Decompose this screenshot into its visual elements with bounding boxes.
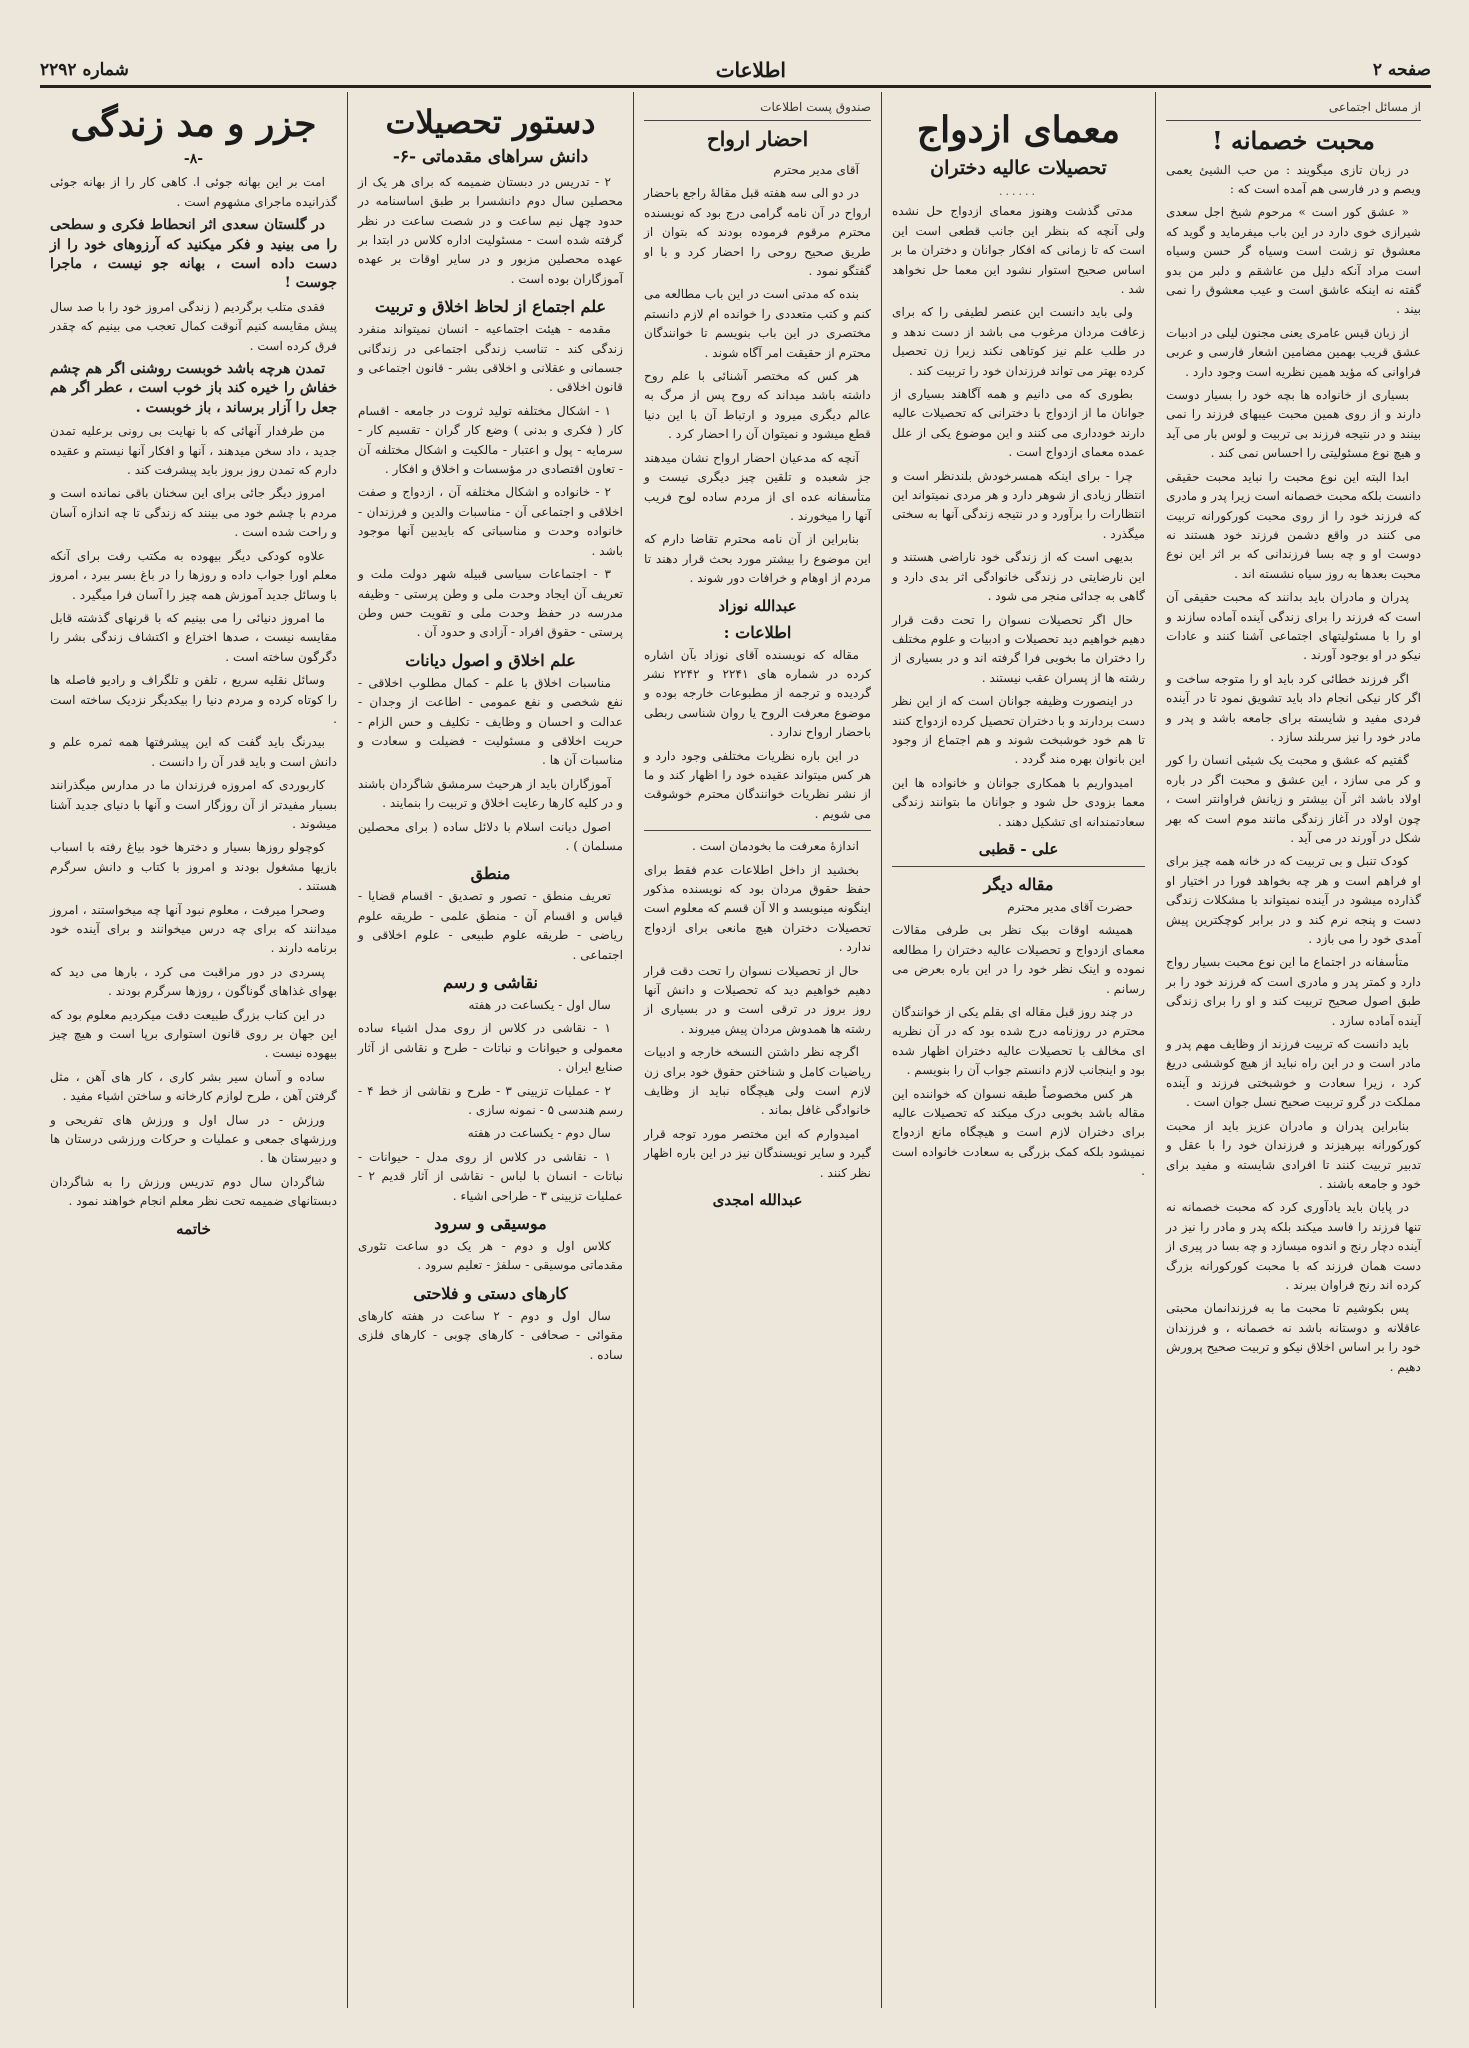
article-body — [50, 173, 337, 1211]
column-curriculum — [347, 92, 633, 2008]
paragraph: آنچه که مدعیان احضار ارواح نشان میدهند جز شعبده و تلقین چیز دیگری نیست و متأسفانه عده ای از مردم ساده لوح فریب آنها را میخورند . — [644, 450, 871, 523]
paragraph: در چند روز قبل مقاله ای بقلم یکی از خوانندگان محترم در روزنامه درج شده بود که در آن نظریه ای مخالف با تحصیلات عالیه دختران اظهار شده بود و اینجانب لازم دانستم جواب آن را بنویسم . — [892, 1005, 1145, 1078]
paragraph: آموزگاران باید از هرحیث سرمشق شاگردان باشند و در کلیه کارها رعایت اخلاق و تربیت را بنمایند . — [358, 776, 623, 811]
paragraph: مقاله که نویسنده آقای نوزاد بآن اشاره کرده در شماره های ۲۲۴۱ و ۲۲۴۲ نشر گردیده و ترجمه از مطبوعات خارجه بوده و موضوع معرفت الروح یا روان شناسی ربطی باحضار ارواح ندارد . — [644, 647, 871, 740]
paragraph: فقدی متلب برگردیم ( زندگی امروز خود را با صد سال پیش مقایسه کنیم آنوقت کمال تعجب می بینیم که چقدر فرق کرده است . — [50, 299, 337, 353]
paragraph: پدران و مادران باید بدانند که محبت حقیقی آن است که فرزند را برای زندگی آینده آماده سازند و او را با مسئولیتهای اجتماعی آشنا کنند و عادات نیکو در او بوجود آورند . — [1166, 590, 1421, 663]
article-subtitle: تحصیلات عالیه دختران — [930, 157, 1107, 180]
paragraph: ساده و آسان سیر بشر کاری ، کار های آهن ، مثل گرفتن آهن ، طرح لوازم کارخانه و ساختن اشیاء مفید . — [50, 1069, 337, 1104]
author-signature: عبدالله نوزاد — [718, 596, 797, 615]
paragraph: بنابراین پدران و مادران عزیز باید از محبت کورکورانه بپرهیزند و فرزندان خود را با عقل و تدبیر تربیت کنند تا افرادی شایسته و مفید برای خود و جامعه باشند . — [1166, 1118, 1421, 1191]
paragraph: سال اول و دوم - ۲ ساعت در هفته کارهای مقوائی - صحافی - کارهای چوبی - کارهای فلزی ساده . — [358, 1308, 623, 1362]
article-body — [1166, 161, 1421, 1377]
paragraph: کلاس اول و دوم - هر یک دو ساعت تئوری مقدماتی موسیقی - سلفژ - تعلیم سرود . — [358, 1239, 623, 1273]
paragraph: کاربوردی که امروزه فرزندان ما در مدارس میگذرانند بسیار مفیدتر از آن روزگار است و آنها با دنیای جدید آشنا میشوند . — [50, 778, 337, 831]
separator-dots: ...... — [999, 185, 1038, 199]
divider — [644, 120, 871, 121]
article-body — [358, 173, 623, 289]
article-body — [644, 161, 871, 589]
section-title: مقاله دیگر — [983, 874, 1054, 894]
article-title: احضار ارواح — [706, 127, 809, 151]
editor-note — [644, 646, 871, 825]
page-number: صفحه ۲ — [1372, 60, 1431, 80]
article-title: جزر و مد زندگی — [70, 103, 317, 145]
paragraph: اگر فرزند خطائی کرد باید او را متوجه ساخت و اگر کار نیکی انجام داد باید تشویق نمود تا در آینده فردی مفید و شایسته برای جامعه باشد و پدر و مادر خود را نیز سربلند سازد . — [1166, 671, 1421, 744]
paragraph: ۳ - اجتماعات سیاسی قبیله شهر دولت ملت و تعریف آن ایجاد وحدت ملی و وطن پرستی - وظیفه مدرسه در حفظ وحدت ملی و تقویت حس وطن پرستی - حقوق افراد - آزادی و حدود آن . — [358, 567, 623, 640]
serial-number: -۸- — [183, 151, 204, 168]
paragraph: از زبان قیس عامری یعنی مجنون لیلی در ادبیات عشق قریب بهمین مضامین اشعار فارسی و عربی فراوانی که مؤید همین نظریه است وجود دارد . — [1166, 325, 1421, 379]
paragraph: کوچولو روزها بسیار و دخترها خود بیاغ رفته با اسباب بازیها مشغول بودند و امروز با کتاب و دانش سرگرم هستند . — [50, 840, 337, 894]
section-title: علم اجتماع از لحاظ اخلاق و تربیت — [374, 297, 607, 317]
paragraph: مناسبات اخلاق با علم - کمال مطلوب اخلاقی - نفع شخصی و نفع عمومی - اطاعت از وجدان - عدالت و احسان و وظایف - تکلیف و حس الزام - حریت اخلاقی و مسئولیت - فضیلت و سعادت و مناسبات آن ها . — [358, 675, 623, 768]
paragraph: در پایان باید یادآوری کرد که محبت خصمانه نه تنها فرزند را فاسد میکند بلکه پدر و مادر را نیز در آینده دچار رنج و اندوه میسازد و چه بسا در پیری از دست همان فرزند که با محبت کورکورانه بزرگ کرده اند رنج فراوان ببرند . — [1166, 1200, 1421, 1292]
paragraph: ۲ - عملیات تزیینی ۳ - طرح و نقاشی از خط ۴ - رسم هندسی ۵ - نمونه سازی . — [358, 1083, 623, 1118]
paragraph: گفتیم که عشق و محبت یک شیئی انسان را کور و کر می سازد ، این عشق و محبت اگر در باره اولاد باشد اثر آن بیشتر و زیانش فراوانتر است ، چون اولاد در آغاز زندگی مانند موم است که بهر شکل در آورند در می آید . — [1166, 753, 1421, 845]
section-title: منطق — [470, 864, 511, 884]
paragraph: باید دانست که تربیت فرزند از وظایف مهم پدر و مادر است و در این راه نباید از هیچ کوششی دریغ کرد ، زیرا سعادت و خوشبختی فرزند و آینده مملکت در گرو تربیت صحیح نسل جوان است . — [1166, 1037, 1421, 1110]
article-title: معمای ازدواج — [916, 109, 1121, 151]
newspaper-name: اطلاعات — [715, 58, 786, 82]
section-title: موسیقی و سرود — [434, 1214, 547, 1234]
column-ebb-and-flow — [40, 92, 347, 2008]
column-mailbox — [633, 92, 881, 2008]
paragraph: تعریف منطق - تصور و تصدیق - اقسام قضایا - قیاس و اقسام آن - منطق علمی - طریقه علوم ریاضی - طریقه علوم طبیعی - علوم اخلاقی و اجتماعی . — [358, 889, 623, 962]
paragraph: امت بر این بهانه جوئی ا. کاهی کار را از بهانه جوئی گذرانیده ماجرای مشهوم است . — [50, 175, 337, 209]
paragraph: هر کس که مختصر آشنائی با علم روح داشته باشد میداند که روح پس از مرگ به عالم دیگری میرود و ارتباط آن با این دنیا قطع میشود و نمیتوان آن را احضار کرد . — [644, 369, 871, 442]
column-kicker: از مسائل اجتماعی — [1328, 100, 1421, 114]
divider — [1166, 120, 1421, 121]
issue-number: شماره ۲۲۹۲ — [40, 60, 129, 80]
highlight-paragraph: تمدن هرچه باشد خوبست روشنی اگر هم چشم خفاش را خیره کند باز خوب است ، عطر اگر هم جعل را آزار برساند ، باز خوبست . — [50, 361, 337, 416]
section-body — [358, 320, 623, 643]
paragraph: امیدواریم با همکاری جوانان و خانواده ها این معما بزودی حل شود و جوانان ما بتوانند زندگی سعادتمندانه ای تشکیل دهند . — [892, 775, 1145, 829]
article-title: دستور تحصیلات — [385, 103, 596, 141]
paragraph: در زبان تازی میگویند : من حب الشیئ یعمی ویصم و در فارسی هم آمده است که : — [1166, 162, 1421, 196]
author-signature: عبدالله امجدی — [712, 1191, 803, 1210]
paragraph: ۲ - خانواده و اشکال مختلفه آن ، ازدواج و صفت اخلاقی و اجتماعی آن - مناسبات والدین و فرزندان - خانواده وحدت و مناسباتی که بایدبین آنها موجود باشد . — [358, 485, 623, 558]
paragraph: ابدا البته این نوع محبت را نباید محبت حقیقی دانست بلکه محبت خصمانه است زیرا پدر و مادری که فرزند خود را از روی محبت کورکورانه تربیت می کنند در واقع دشمن فرزند خود هستند نه دوست او و چه بسا فرزندانی که بر اثر این نوع محبت بعدها به روز سیاه نشسته اند . — [1166, 469, 1421, 581]
paragraph: ورزش - در سال اول و ورزش های تفریحی و ورزشهای جمعی و عملیات و حرکات ورزشی درستان ها و دبیرستان ها . — [50, 1112, 337, 1166]
masthead — [40, 55, 1431, 88]
paragraph: بسیاری از خانواده ها بچه خود را بسیار دوست دارند و از روی همین محبت عیبهای فرزند را نمی بینند و در نتیجه فرزند بی تربیت و لوس بار می آید و هیچ نوع مسئولیتی را احساس نمی کند . — [1166, 388, 1421, 461]
paragraph: بنابراین از آن نامه محترم تقاضا دارم که این موضوع را بیشتر مورد بحث قرار دهند تا مردم از اوهام و خرافات دور شوند . — [644, 532, 871, 586]
section-body — [358, 887, 623, 965]
ending-label: خاتمه — [176, 1219, 211, 1238]
highlight-paragraph: در گلستان سعدی اثر انحطاط فکری و سطحی را می بینید و فکر میکنید که آرزوهای خود را از دست داده است ، بهانه جو نیست ، ماجرا جوست ! — [50, 217, 337, 292]
paragraph: در اینصورت وظیفه جوانان است که از این نظر دست بردارند و با دختران تحصیل کرده ازدواج کنند تا هم خود خوشبخت شوند و هم اجتماع از وجود این بانوان بهره مند گردد . — [892, 694, 1145, 767]
paragraph: من طرفدار آنهائی که با نهایت بی رونی برعلیه تمدن جدید ، داد سخن میدهند ، آنها و افکار آنها نیستم و عقیده دارم که تمدن روز بروز باید پیشرفت کند . — [50, 424, 337, 478]
paragraph: بیدرنگ باید گفت که این پیشرفتها همه ثمره علم و دانش است و باید قدر آن را دانست . — [50, 735, 337, 769]
section-body — [358, 996, 623, 1206]
section-body — [358, 1307, 623, 1365]
paragraph: همیشه اوقات بیک نظر بی طرفی مقالات معمای ازدواج و تحصیلات عالیه دختران را مطالعه نموده و اینک نظر خود را در این باره بعرض می رسانم . — [892, 923, 1145, 996]
paragraph: پس بکوشیم تا محبت ما به فرزندانمان محبتی عاقلانه و دوستانه باشد نه خصمانه ، و فرزندان خود را بر اساس اخلاق نیکو و تربیت صحیح پرورش دهیم . — [1165, 1301, 1421, 1374]
paragraph: در این باره نظریات مختلفی وجود دارد و هر کس میتواند عقیده خود را اظهار کند و ما از نشر نظریات خوانندگان محترم خوشوقت می شویم . — [644, 748, 871, 821]
column-marriage — [881, 92, 1155, 2008]
paragraph: حال اگر تحصیلات نسوان را تحت دقت قرار دهیم خواهیم دید تحصیلات و ادبیات و علوم مختلف را دختران ما بخوبی فرا گرفته اند و در بسیاری از رشته ها از پسران عقب نیستند . — [892, 612, 1145, 685]
article-body — [892, 202, 1145, 832]
paragraph: علاوه کودکی دیگر بیهوده به مکتب رفت برای آنکه معلم اورا جواب داده و روزها را در باغ بسر ببرد ، امروز با وسائل جدید آموزش همه چیز را آسان فرا میگیرد . — [50, 548, 337, 602]
article-body — [644, 837, 871, 1183]
paragraph: « عشق کور است » مرحوم شیخ اجل سعدی شیرازی خوی دارد در این باب میفرماید و گوید که معشوق تو زشت است وسیاه گر حسن وسیاه است مراد آنکه دلیل من عاشقم و دلبر من بدو گفته نه اینکه عاشق است و عیب معشوق را نمی بیند . — [1166, 205, 1421, 317]
paragraph: حضرت آقای مدیر محترم — [1007, 899, 1133, 914]
paragraph: در دو الی سه هفته قبل مقالهٔ راجع باحضار ارواح در آن نامه گرامی درج بود که نویسنده محترم مرقوم فرموده بودند که بتوان از طریق صحیح روحی را احضار کرد و با او گفتگو نمود . — [644, 186, 871, 279]
paragraph: بدیهی است که از زندگی خود ناراضی هستند و این نارضایتی در زندگی خانوادگی اثر بدی دارد و گاهی به جدائی منجر می شود . — [892, 550, 1145, 604]
paragraph: اصول دیانت اسلام با دلائل ساده ( برای محصلین مسلمان ) . — [358, 819, 623, 853]
column-kicker: صندوق پست اطلاعات — [760, 100, 871, 114]
editor-note-head: اطلاعات : — [723, 622, 792, 642]
paragraph: ۱ - نقاشی در کلاس از روی مدل اشیاء ساده معمولی و حیوانات و نباتات - طرح و نقاشی از آثار صنایع ایران . — [358, 1021, 623, 1075]
paragraph: وسائل نقلیه سریع ، تلفن و تلگراف و رادیو فاصله ها را کوتاه کرده و مردم دنیا را بیکدیگر نزدیک ساخته است . — [50, 673, 337, 726]
paragraph: پسردی در دور مراقبت می کرد ، بارها می دید که بهوای غذاهای گوناگون ، روزها سرگرم بودند . — [50, 964, 337, 999]
section-title: کارهای دستی و فلاحتی — [413, 1283, 568, 1303]
paragraph: اندازهٔ معرفت ما بخودمان است . — [692, 839, 859, 854]
paragraph: ۱ - اشکال مختلفه تولید ثروت در جامعه - اقسام کار ( فکری و بدنی ) وضع کار گران - تقسیم کار - سرمایه - پول و اعتبار - مالکیت و اشکال مختلفه آن - تعاون اقتصادی در مؤسسات و اخلاق و افکار . — [358, 403, 623, 477]
paragraph: بنده که مدتی است در این باب مطالعه می کنم و کتب متعددی را خوانده ام لازم دانستم مختصری در این باب بنویسم تا خوانندگان محترم از حقیقت امر آگاه شوند . — [644, 287, 871, 360]
paragraph: امروز دیگر جائی برای این سخنان باقی نمانده است و مردم با چشم خود می بینند که زندگی تا چه اندازه آسان و راحت شده است . — [50, 486, 337, 540]
paragraph: متأسفانه در اجتماع ما این نوع محبت بسیار رواج دارد و کمتر پدر و مادری است که فرزند خود را بر طبق اصول صحیح تربیت کند و او را برای زندگی آینده آماده سازد . — [1166, 955, 1421, 1028]
paragraph: امیدوارم که این مختصر مورد توجه قرار گیرد و سایر نویسندگان نیز در این باره اظهار نظر کنند . — [644, 1126, 871, 1180]
paragraph: سال دوم - یکساعت در هفته — [467, 1126, 611, 1141]
paragraph: در این کتاب بزرگ طبیعت دقت میکردیم معلوم بود که این جهان بر روی قانون استواری برپا است و هیچ چیز بیهوده نیست . — [50, 1007, 337, 1061]
paragraph: ۲ - تدریس در دبستان ضمیمه که برای هر یک از محصلین سال دوم دانشسرا بر طبق اساسنامه در حدود چهل نیم ساعت و در شصت ساعت در نظر گرفته شده است - مسئولیت اداره کلاس در ابتدا بر عهده محصلین مزبور و در سایر اوقات بر عهده آموزگاران بوده است . — [358, 174, 623, 286]
article-subtitle: دانش سراهای مقدماتی -۶- — [392, 146, 589, 167]
article-title: محبت خصمانه ! — [1212, 126, 1375, 155]
divider — [892, 866, 1145, 867]
divider — [644, 830, 871, 831]
paragraph: آقای مدیر محترم — [773, 163, 859, 177]
author-signature: علی - قطبی — [978, 839, 1059, 858]
section-title: علم اخلاق و اصول دیانات — [405, 650, 576, 670]
paragraph: مقدمه - هیئت اجتماعیه - انسان نمیتواند منفرد زندگی کند - تناسب زندگی اجتماعی در زندگانی جسمانی و عقلانی و اخلاقی بشر - قانون اجتماعی و قانون اخلاقی . — [358, 322, 623, 395]
section-body — [358, 674, 623, 857]
paragraph: ما امروز دنیائی را می بینیم که با قرنهای گذشته قابل مقایسه نیست ، صدها اختراع و اکتشاف زندگی بشر را دگرگون ساخته است . — [50, 610, 337, 664]
paragraph: بخشید از داخل اطلاعات عدم فقط برای حفظ حقوق مردان بود که نویسنده مذکور اینگونه مینویسد و الا آن قسم که معلوم است تحصیلات دختران هیچ مانعی برای ازدواج ندارد . — [644, 862, 871, 955]
paragraph: ۱ - نقاشی در کلاس از روی مدل - حیوانات - نباتات - انسان با لباس - نقاشی از آثار قدیم ۲ - عملیات تزیینی ۳ - طراحی اشیاء . — [358, 1149, 623, 1203]
paragraph: مدتی گذشت وهنوز معمای ازدواج حل نشده ولی آنچه که بنظر این جانب قطعی است این است که تا زمانی که افکار جوانان و دختران ما بر اساس صحیح استوار نشود این معما حل نخواهد شد . — [892, 204, 1145, 297]
column-social-issues — [1155, 92, 1431, 2008]
paragraph: بطوری که می دانیم و همه آگاهند بسیاری از جوانان ما از ازدواج با دخترانی که تحصیلات عالیه دارند خودداری می کنند و این موضوع یکی از علل عمده معمای ازدواج است . — [892, 387, 1145, 460]
paragraph: سال اول - یکساعت در هفته — [468, 998, 611, 1013]
section-title: نقاشی و رسم — [443, 973, 538, 993]
paragraph: هر کس مخصوصاً طبقه نسوان که خواننده این مقاله باشد بخوبی درک میکند که تحصیلات عالیه برای دختران لازم است و هیچگاه مانع ازدواج نمیشود بلکه کمک بزرگی به سعادت خانواده است . — [892, 1086, 1145, 1179]
paragraph: اگرچه نظر داشتن النسخه خارجه و ادبیات ریاضیات کامل و شناختن حقوق خود برای زن لازم است ولی هیچگاه نباید از وظایف خانوادگی غافل بماند . — [644, 1045, 871, 1118]
article-body — [892, 898, 1145, 1182]
columns — [40, 92, 1431, 2008]
paragraph: ولی باید دانست این عنصر لطیفی را که برای زعافت مردان مرغوب می باشد از دست ندهد و در طلب علم نیز کوتاهی نکند زیرا زن تحصیل کرده بهتر می تواند فرزندان خود را تربیت کند . — [892, 305, 1145, 378]
paragraph: حال از تحصیلات نسوان را تحت دقت قرار دهیم خواهیم دید که تحصیلات و دانش آنها روز بروز در ترقی است و در بسیاری از رشته ها همدوش مردان پیش میروند . — [644, 963, 871, 1036]
paragraph: چرا - برای اینکه همسرخودش بلندنظر است و انتظار زیادی از شوهر دارد و هر مردی نمیتواند این انتظارات را برآورد و در نتیجه زندگی آنها به سختی میگذرد . — [892, 468, 1145, 541]
paragraph: وصحرا میرفت ، معلوم نبود آنها چه میخواستند ، امروز میدانند که برای چه درس میخوانند و برای آینده خود برنامه دارند . — [50, 902, 337, 956]
paragraph: کودک تنبل و بی تربیت که در خانه همه چیز برای او فراهم است و هر چه بخواهد فورا در اختیار او گذارده میشود در آینده نمیتواند با مشکلات زندگی دست و پنجه نرم کند و در برابر کوچکترین پیش آمدی خود را می بازد . — [1166, 854, 1421, 947]
section-body — [358, 1237, 623, 1276]
paragraph: شاگردان سال دوم تدریس ورزش را به شاگردان دبستانهای ضمیمه تحت نظر معلم انجام خواهند نمود . — [50, 1174, 337, 1209]
